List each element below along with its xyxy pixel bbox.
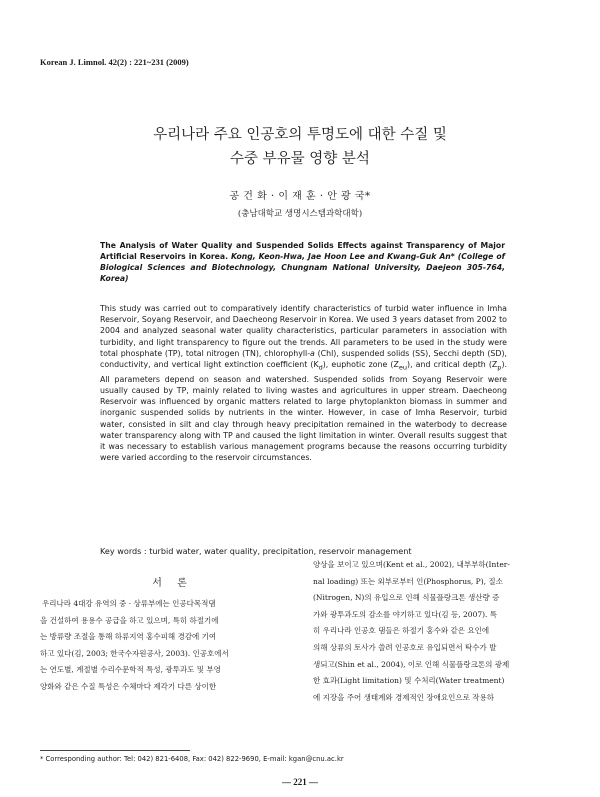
- abstract-text-2: (Chl), suspended solids (SS), Secchi depth (SD), conductivity, and vertical light extinction coefficient (K: [100, 348, 507, 370]
- abstract-text-5: ). All parameters depend on season and watershed. Suspended solids from Soyang Reservoir were usually caused by TP, mainly related to living wastes and agricultures in upper stream. Daecheong Reservoir was influenced by organic matters related to large phytoplankton biomass in summer and inorganic suspended solids by nutrients in the winter. However, in case of Imha Reservoir, turbid water, consisted in silt and clay through heavy precipitation remained in the waterbody to decrease water transparency along with TP and caused the light limitation in winter. Overall results suggest that it was necessary to establish various management programs because the reasons occurring turbidity were varied according to the reservoir circumstances.: [100, 360, 507, 463]
- body-right-line: (Nitrogen, N)의 유입으로 인해 식물플랑크톤 생산량 증: [313, 593, 500, 603]
- body-left-column: [40, 596, 300, 696]
- korean-authors: 공 건 화 · 이 재 훈 · 안 광 국*: [229, 191, 371, 202]
- body-right-line: 에 지장을 주어 생태계와 경제적인 장애요인으로 작용하: [313, 692, 494, 702]
- body-right-line: 한 효과(Light limitation) 및 수처리(Water treatment): [313, 676, 505, 686]
- page-number: — 221 —: [282, 777, 318, 787]
- english-title-block: [100, 240, 505, 284]
- section-heading-introduction: 서 론: [152, 578, 193, 589]
- korean-affiliation: (충남대학교 생명시스템과학대학): [237, 209, 363, 219]
- abstract-text-4: ), and critical depth (Z: [407, 360, 498, 370]
- body-right-line: 히 우리나라 인공호 댐들은 하절기 홍수와 같은 요인에: [313, 626, 490, 636]
- abstract-text-1: This study was carried out to comparatively identify characteristics of turbid water influence in Imha Reservoir, Soyang Reservoir, and Daecheong Reservoir in Korea. We used 3 years dataset from 2002 to 2004 and analyzed seasonal water quality characteristics, particular parameters in association with turbidity, and light transparency to figure out the trends. All parameters to be used in the study were total phosphate (TP), total nitrogen (TN), chlorophyll-: [100, 304, 507, 358]
- korean-title-line-1: 우리나라 주요 인공호의 투명도에 대한 수질 및: [153, 127, 447, 143]
- body-right-column: [313, 557, 561, 706]
- abstract: [100, 303, 507, 463]
- body-right-line: nal loading) 또는 외부로부터 인(Phosphorus, P), 질소: [313, 576, 503, 586]
- korean-title-line-2: 수중 부유물 영향 분석: [230, 151, 370, 167]
- abstract-sub-d: d: [318, 363, 323, 372]
- body-left-line: 양화와 같은 수질 특성은 수체마다 제각기 다른 상이한: [40, 681, 217, 691]
- body-left-line: 는 방류량 조절을 통해 하류지역 홍수피해 경감에 기여: [40, 632, 217, 642]
- corresponding-author-footnote: * Corresponding author: Tel: 042) 821-6408, Fax: 042) 822-9690, E-mail: kgan@cnu.ac.kr: [40, 755, 344, 763]
- footnote-divider: [40, 750, 190, 751]
- body-right-line: 가와 광투과도의 감소를 야기하고 있다(김 등, 2007). 특: [313, 609, 498, 619]
- journal-header: Korean J. Limnol. 42(2) : 221~231 (2009): [40, 57, 189, 67]
- body-left-line: 하고 있다(김, 2003; 한국수자원공사, 2003). 인공호에서: [40, 648, 229, 658]
- body-left-line: 을 건설하여 용용수 공급을 하고 있으며, 특히 하절기에: [40, 615, 219, 625]
- english-byline: Kong, Keon-Hwa, Jae Hoon Lee and Kwang-Guk An* (College of Biological Sciences and Biotechnology, Chungnam National University, Daejeon 305-764, Korea): [100, 252, 505, 283]
- abstract-sub-eu: eu: [398, 363, 408, 372]
- body-left-line: 는 연도별, 계절별 수리수문학적 특성, 광투과도 및 부영: [40, 665, 221, 675]
- body-right-line: 생되고(Shin et al., 2004), 이로 인해 식물플랑크톤의 광제: [313, 659, 510, 669]
- abstract-text-3: ), euphotic zone (Z: [322, 360, 399, 370]
- english-title: The Analysis of Water Quality and Suspended Solids Effects against Transparency of Major Artificial Reservoirs in Korea.: [100, 241, 505, 261]
- body-right-line: 의해 상류의 토사가 쓸려 인공호로 유입되면서 탁수가 발: [313, 642, 497, 652]
- abstract-chl-a: a: [310, 348, 315, 358]
- body-right-line: 양상을 보이고 있으며(Kent et al., 2002), 내부부하(Inter-: [313, 560, 510, 569]
- keywords: Key words : turbid water, water quality, precipitation, reservoir management: [100, 546, 412, 556]
- abstract-sub-p: p: [497, 363, 502, 372]
- body-left-line: 우리나라 4대강 유역의 중 · 상류부에는 인공다목적댐: [42, 599, 216, 608]
